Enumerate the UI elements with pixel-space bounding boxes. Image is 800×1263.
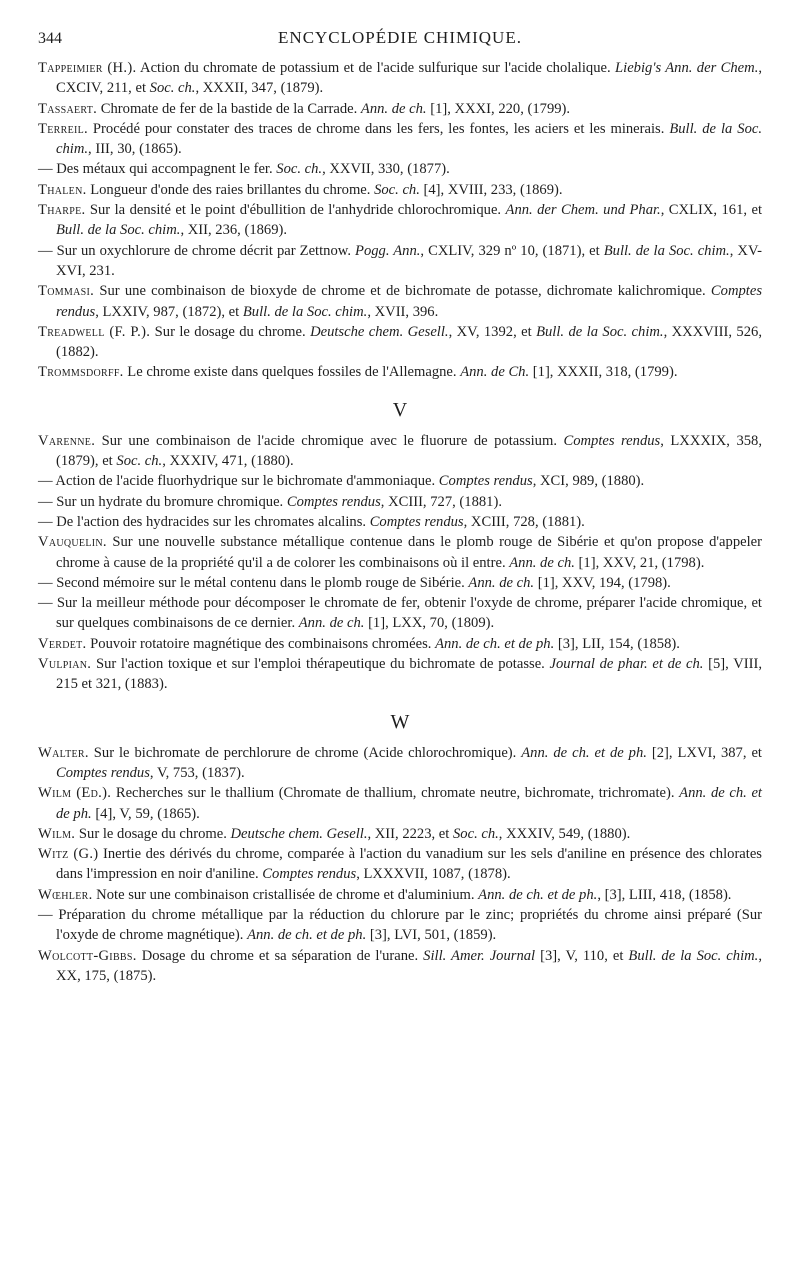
entry-text: , XII, 2223, et bbox=[367, 825, 453, 842]
entry-text: , XX, 175, (1875). bbox=[56, 947, 762, 984]
entry-author: Vauquelin. bbox=[38, 534, 107, 551]
journal-title: Soc. ch. bbox=[374, 181, 420, 198]
section-letter: V bbox=[392, 398, 408, 421]
entry-text: Sur une nouvelle substance métallique contenue dans le plomb rouge de Sibérie et qu'on propose d'appeler chrome à cause de la propriété qu'il a de colorer les combinaisons où il entre. bbox=[56, 534, 762, 571]
entry-text: , LXXIV, 987, (1872), et bbox=[95, 303, 243, 320]
bibliography-entry bbox=[38, 492, 762, 512]
entry-text: — Préparation du chrome métallique par la réduction du chlorure par le zinc; propriétés du chrome ainsi préparé (Sur l'oxyde de chrome magnétique). bbox=[38, 906, 762, 944]
journal-title: Ann. de ch. bbox=[509, 554, 575, 571]
entry-text: , XCIII, 727, (1881). bbox=[380, 493, 502, 510]
entry-text: , XII, 236, (1869). bbox=[180, 222, 288, 239]
entry-text: , CXLIX, 161, et bbox=[660, 202, 762, 219]
entry-text: — De l'action des hydracides sur les chromates alcalins. bbox=[38, 513, 370, 530]
bibliography-entry bbox=[38, 885, 762, 905]
entry-text: , III, 30, (1865). bbox=[88, 141, 182, 158]
journal-title: Ann. der Chem. und Phar. bbox=[505, 202, 661, 219]
bibliography-entry bbox=[38, 634, 762, 654]
entry-text: [2], LXVI, 387, et bbox=[646, 744, 762, 761]
entry-text: , XXXIV, 549, (1880). bbox=[498, 825, 631, 842]
journal-title: Comptes rendus bbox=[369, 513, 464, 530]
entry-text: Chromate de fer de la bastide de la Carrade. bbox=[97, 100, 361, 117]
entry-text: — Des métaux qui accompagnent le fer. bbox=[38, 161, 277, 178]
entry-text: Le chrome existe dans quelques fossiles de l'Allemagne. bbox=[123, 364, 461, 381]
entry-text: [3], LVI, 501, (1859). bbox=[366, 927, 497, 944]
bibliography-entry bbox=[38, 119, 762, 160]
entry-author: Trommsdorff. bbox=[38, 364, 124, 381]
entry-author: Wolcott-Gibbs. bbox=[38, 947, 137, 964]
bibliography-entry bbox=[38, 654, 762, 695]
entry-text: Action du chromate de potassium et de l'acide sulfurique sur l'acide cholalique. bbox=[136, 60, 616, 76]
bibliography-entry bbox=[38, 58, 762, 99]
entry-text: — Action de l'acide fluorhydrique sur le bichromate d'ammoniaque. bbox=[38, 473, 439, 490]
entry-text: , LXXXIX, 358, (1879), et bbox=[56, 432, 762, 470]
entry-author: Witz (G.) bbox=[38, 846, 99, 863]
entry-text: , XCI, 989, (1880). bbox=[532, 473, 645, 490]
entry-text: [4], V, 59, (1865). bbox=[91, 805, 200, 822]
entry-text: — Sur la meilleur méthode pour décomposer le chromate de fer, obtenir l'oxyde de chrome, préparer l'acide chromique, et sur quelques combinaisons de ce dernier. bbox=[38, 595, 762, 632]
section-letter: W bbox=[390, 710, 410, 733]
entry-text: [3], V, 110, et bbox=[535, 947, 629, 964]
journal-title: Soc. ch. bbox=[276, 161, 323, 178]
bibliography-entry bbox=[38, 362, 762, 382]
entry-text: , V, 753, (1837). bbox=[149, 764, 245, 781]
bibliography-entry bbox=[38, 180, 762, 200]
journal-title: Bull. de la Soc. chim. bbox=[536, 323, 664, 340]
entry-author: Varenne. bbox=[38, 432, 96, 449]
entry-text: Note sur une combinaison cristallisée de chrome et d'aluminium. bbox=[92, 886, 479, 903]
entry-text: Sur le dosage du chrome. bbox=[150, 323, 311, 340]
entry-text: Recherches sur le thallium (Chromate de thallium, chromate neutre, bichromate, trichromate). bbox=[111, 785, 680, 802]
entry-text: — Sur un hydrate du bromure chromique. bbox=[38, 493, 287, 510]
journal-title: Pogg. Ann. bbox=[355, 242, 421, 259]
bibliography-entry bbox=[38, 743, 762, 784]
running-title: ENCYCLOPÉDIE CHIMIQUE. bbox=[278, 28, 522, 47]
journal-title: Comptes rendus bbox=[56, 283, 762, 320]
entry-author: Treadwell (F. P.). bbox=[38, 323, 151, 340]
entry-author: Terreil. bbox=[38, 120, 88, 137]
entry-text: , XXVII, 330, (1877). bbox=[322, 161, 450, 178]
entry-author: Tharpe. bbox=[38, 202, 86, 219]
bibliography-entry bbox=[38, 824, 762, 844]
journal-title: Soc. ch. bbox=[116, 453, 163, 470]
journal-title: Liebig's Ann. der Chem. bbox=[615, 60, 759, 76]
entry-text: Procédé pour constater des traces de chrome dans les fers, les fontes, les aciers et les minerais. bbox=[87, 120, 670, 137]
journal-title: Ann. de ch. bbox=[360, 100, 427, 117]
bibliography-entry bbox=[38, 573, 762, 593]
bibliography-entry bbox=[38, 200, 762, 241]
entry-text: Sur une combinaison de l'acide chromique avec le fluorure de potassium. bbox=[95, 432, 564, 449]
journal-title: Sill. Amer. Journal bbox=[423, 947, 536, 964]
entry-text: Sur une combinaison de bioxyde de chrome et de bichromate de potasse, dichromate kalichromique. bbox=[94, 283, 711, 300]
bibliography-entry bbox=[38, 281, 762, 322]
journal-title: Ann. de ch. et de ph. bbox=[521, 744, 647, 761]
entry-text: , XXXII, 347, (1879). bbox=[195, 80, 324, 97]
journal-title: Ann. de Ch. bbox=[460, 364, 530, 381]
entry-text: , [3], LIII, 418, (1858). bbox=[597, 886, 732, 903]
entry-author: Thalen. bbox=[38, 181, 87, 198]
journal-title: Deutsche chem. Gesell. bbox=[230, 825, 368, 842]
entry-text: , CXCIV, 211, et bbox=[56, 60, 763, 97]
entry-text: Inertie des dérivés du chrome, comparée à l'action du vanadium sur les sels d'aniline en présence des chlorates dans l'impression en noir d'aniline. bbox=[56, 846, 762, 883]
bibliography-entry bbox=[38, 905, 762, 946]
entry-text: [1], XXV, 194, (1798). bbox=[534, 574, 671, 591]
entry-author: Wilm (Ed.). bbox=[38, 785, 112, 802]
entry-text: [1], XXXI, 220, (1799). bbox=[426, 100, 571, 117]
entry-text: , LXXXVII, 1087, (1878). bbox=[356, 866, 511, 883]
bibliography-entry bbox=[38, 532, 762, 573]
entry-author: Tommasi. bbox=[38, 283, 95, 300]
journal-title: Journal de phar. et de ch. bbox=[549, 656, 704, 673]
journal-title: Deutsche chem. Gesell. bbox=[310, 323, 449, 340]
bibliography-entry bbox=[38, 241, 762, 282]
bibliography-entry bbox=[38, 946, 762, 987]
journal-title: Comptes rendus bbox=[262, 866, 357, 883]
entry-text: , XVII, 396. bbox=[367, 303, 439, 320]
entry-text: — Second mémoire sur le métal contenu dans le plomb rouge de Sibérie. bbox=[38, 574, 469, 591]
entry-text: [1], XXXII, 318, (1799). bbox=[529, 364, 678, 381]
journal-title: Bull. de la Soc. chim. bbox=[56, 120, 762, 158]
entry-text: [4], XVIII, 233, (1869). bbox=[419, 181, 563, 198]
entry-text: , XV-XVI, 231. bbox=[56, 242, 763, 279]
entry-author: Tappeimier (H.). bbox=[38, 60, 137, 76]
journal-title: Comptes rendus bbox=[438, 473, 533, 490]
journal-title: Comptes rendus bbox=[563, 432, 661, 449]
journal-title: Bull. de la Soc. chim. bbox=[56, 222, 181, 239]
entry-text: Dosage du chrome et sa séparation de l'urane. bbox=[136, 947, 424, 964]
journal-title: Ann. de ch. bbox=[468, 574, 535, 591]
journal-title: Ann. de ch. bbox=[298, 615, 365, 632]
entry-text: , XCIII, 728, (1881). bbox=[463, 513, 585, 530]
entry-author: Wœhler. bbox=[38, 886, 93, 903]
bibliography-entry bbox=[38, 593, 762, 634]
bibliography-entry bbox=[38, 512, 762, 532]
journal-title: Ann. de ch. et de ph. bbox=[435, 635, 555, 652]
journal-title: Comptes rendus bbox=[56, 764, 150, 781]
journal-title: Ann. de ch. et de ph. bbox=[247, 927, 367, 944]
journal-title: Ann. de ch. et de ph. bbox=[56, 785, 762, 822]
entry-text: [1], XXV, 21, (1798). bbox=[574, 554, 705, 571]
journal-title: Ann. de ch. et de ph. bbox=[478, 886, 598, 903]
entry-author: Vulpian. bbox=[38, 656, 92, 673]
entry-text: — Sur un oxychlorure de chrome décrit par Zettnow. bbox=[38, 242, 356, 259]
entry-text: [1], LXX, 70, (1809). bbox=[364, 615, 495, 632]
entry-text: Longueur d'onde des raies brillantes du chrome. bbox=[86, 181, 375, 198]
entry-author: Tassaert. bbox=[38, 100, 98, 117]
journal-title: Bull. de la Soc. chim. bbox=[603, 242, 730, 259]
entry-text: [5], VIII, 215 et 321, (1883). bbox=[56, 656, 762, 693]
bibliography-entry bbox=[38, 844, 762, 885]
bibliography-entry bbox=[38, 159, 762, 179]
entry-text: , CXLIV, 329 nº 10, (1871), et bbox=[420, 242, 604, 259]
bibliography-entry bbox=[38, 471, 762, 491]
entry-author: Walter. bbox=[38, 744, 89, 761]
entry-text: Sur le dosage du chrome. bbox=[75, 825, 231, 842]
entry-author: Verdet. bbox=[38, 635, 87, 652]
bibliography-entry bbox=[38, 322, 762, 363]
page-number: 344 bbox=[38, 30, 62, 47]
entry-text: Sur la densité et le point d'ébullition de l'anhydride chlorochromique. bbox=[85, 202, 506, 219]
entry-text: , XV, 1392, et bbox=[448, 323, 537, 340]
bibliography-entry bbox=[38, 431, 762, 472]
running-head bbox=[38, 28, 762, 58]
entry-text: , XXXVIII, 526, (1882). bbox=[56, 323, 762, 361]
journal-title: Soc. ch. bbox=[149, 80, 196, 97]
entry-text: [3], LII, 154, (1858). bbox=[554, 635, 680, 652]
entry-author: Wilm. bbox=[38, 825, 76, 842]
entry-text: Sur l'action toxique et sur l'emploi thérapeutique du bichromate de potasse. bbox=[91, 656, 550, 673]
entry-text: , XXXIV, 471, (1880). bbox=[162, 453, 294, 470]
journal-title: Bull. de la Soc. chim. bbox=[628, 947, 759, 964]
entry-text: Sur le bichromate de perchlorure de chrome (Acide chlorochromique). bbox=[88, 744, 522, 761]
bibliography-entry bbox=[38, 99, 762, 119]
journal-title: Bull. de la Soc. chim. bbox=[242, 303, 368, 320]
bibliography-entry bbox=[38, 783, 762, 824]
bibliography-list bbox=[38, 58, 762, 986]
journal-title: Comptes rendus bbox=[286, 493, 381, 510]
journal-title: Soc. ch. bbox=[453, 825, 499, 842]
entry-text: Pouvoir rotatoire magnétique des combinaisons chromées. bbox=[86, 635, 436, 652]
